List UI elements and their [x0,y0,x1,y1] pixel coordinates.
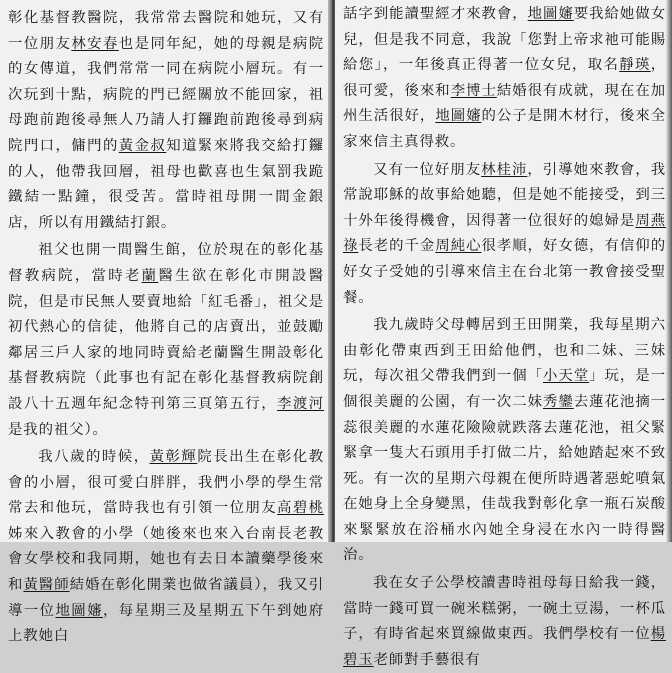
underlined-name: 小天堂 [543,368,590,385]
underlined-name: 楊碧玉 [343,626,666,668]
underlined-name: 黃醫師 [23,577,70,594]
text-run: ，引導她來教會，我常說耶穌的故事給她聽，但是她不能接受，到三十外年後得機會，因得著一位很好的媳婦是 [343,161,666,229]
underlined-name: 周燕祿 [343,212,666,255]
underlined-name: 秀鑾 [543,393,574,410]
text-run: 話字到能讀聖經才來教會， [343,6,528,22]
underlined-name: 黃彰輝 [149,449,198,466]
text-run: ，每星期三及星期五下午到她府上教她白 [8,602,324,645]
text-run: 很孝順，好女德，有信仰的好女子受她的引導來信主在台北第一教會接受聖餐。 [343,238,666,306]
underlined-name: 周純心 [435,238,482,255]
underlined-name: 高碧桃 [277,500,324,517]
text-run: ，很可愛，後來和 [343,57,666,99]
text-run: 又有一位好朋友 [373,161,482,178]
paragraph [343,158,666,312]
text-run: 姊來入教會的小學（她後來也來入台南長老教會女學校和我同期，她也有去日本讀藥學後來和 [8,525,324,594]
paragraph [343,313,666,569]
text-run: 要我給她做女兒，但是我不同意，我說「您對上帝求祂可能賜給您」，一年後真正得著一位女兒，取名 [343,6,666,74]
text-run: 結婚很有成就，現在在加州生活很好， [343,82,666,125]
underlined-name: 地圖嬸 [435,108,482,125]
paragraph [8,445,324,650]
text-run: 是我的祖父）。 [8,421,108,438]
underlined-name: 地圖嬸 [527,6,574,22]
paragraph [343,2,666,156]
paragraph [343,571,666,673]
underlined-name: 靜瑛 [619,57,651,74]
text-run: 」玩，是一個很美麗的公園，有一次二妹 [343,368,666,410]
text-run: 長老的千金 [358,238,436,255]
underlined-name: 黃金叔 [118,137,167,154]
underlined-name: 李博士 [450,82,497,99]
underlined-name: 李渡河 [277,395,324,412]
paragraph [8,238,324,443]
text-run: 老師對手藝很有 [373,651,481,668]
page-edge-shadow [666,0,672,542]
text-run: 院長出生在彰化教會的小層，很可愛白胖胖，我們小學的學生常常去和他玩，當時我也有引領一位朋友 [8,449,324,517]
paragraph [8,6,324,236]
left-page [0,0,330,645]
underlined-name: 蘭 [141,267,159,284]
underlined-name: 林桂沛 [481,161,528,178]
text-run: 祖父也開一間醫生館，位於現在的彰化基督教病院，當時老 [8,242,324,284]
left-page-text [8,6,324,650]
text-run: 醫生欲在彰化市開設醫院，但是市民無人要賣地給「紅毛番」，祖父是初代熱心的信徒，他將自己的店賣出，並鼓勵鄰居三戶人家的地同時賣給老蘭醫生開設彰化基督教病院（此事也有記在彰化基督教病院創設八十五週年紀念特刊第三頁第五行， [8,267,324,412]
text-run: 我在女子公學校讀書時祖母每日給我一錢，當時一錢可買一碗米糕粥，一碗土豆湯，一杯瓜子，有時省起來買線做東西。我們學校有一位 [343,575,666,643]
text-run: 去蓮花池摘一蕊很美麗的水蓮花險險就跌落去蓮花池，祖父緊緊拿一隻大石頭用手打做二片，給她踏起來不致死。有一次的星期六母親在便所時遇著惡蛇噴氣在她身上全身變黑，佳哉我對彰化拿一瓶石炭酸來緊緊放在浴桶水內她全身浸在水內一時得醫治。 [343,393,666,564]
underlined-name: 林安春 [71,35,119,52]
text-run: 知道緊來將我交給打鑼的人，他帶我回層，祖母也歡喜也生氣罰我跪鐵結一點鐘，很受苦。當時祖母開一間金銀店，所以有用鐵結打銀。 [8,137,324,231]
right-page [335,0,672,668]
text-run: 我九歲時父母轉居到王田開業，我每星期六由彰化帶東西到王田給他們，也和二妹、三妹玩，每次祖父帶我們到一個「 [343,317,666,385]
text-run: 結婚在彰化開業也做省議員），我又引導一位 [8,577,324,619]
underlined-name: 地圖嬸 [55,602,103,619]
text-run: 我八歲的時候， [38,449,150,466]
text-run: 也是同年紀，她的母親是病院的女傳道，我們常常一同在病院小層玩。有一次玩到十點，病院的門已經關放不能回家，祖母跑前跑後尋無人乃請人打鑼跑前跑後尋到病院門口，傭門的 [8,35,325,154]
text-run: 的公子是開木材行，後來全家來信主真得救。 [343,108,666,150]
right-page-text [343,2,666,673]
text-run: 彰化基督教醫院，我常常去醫院和她玩，又有一位朋友 [8,10,324,52]
